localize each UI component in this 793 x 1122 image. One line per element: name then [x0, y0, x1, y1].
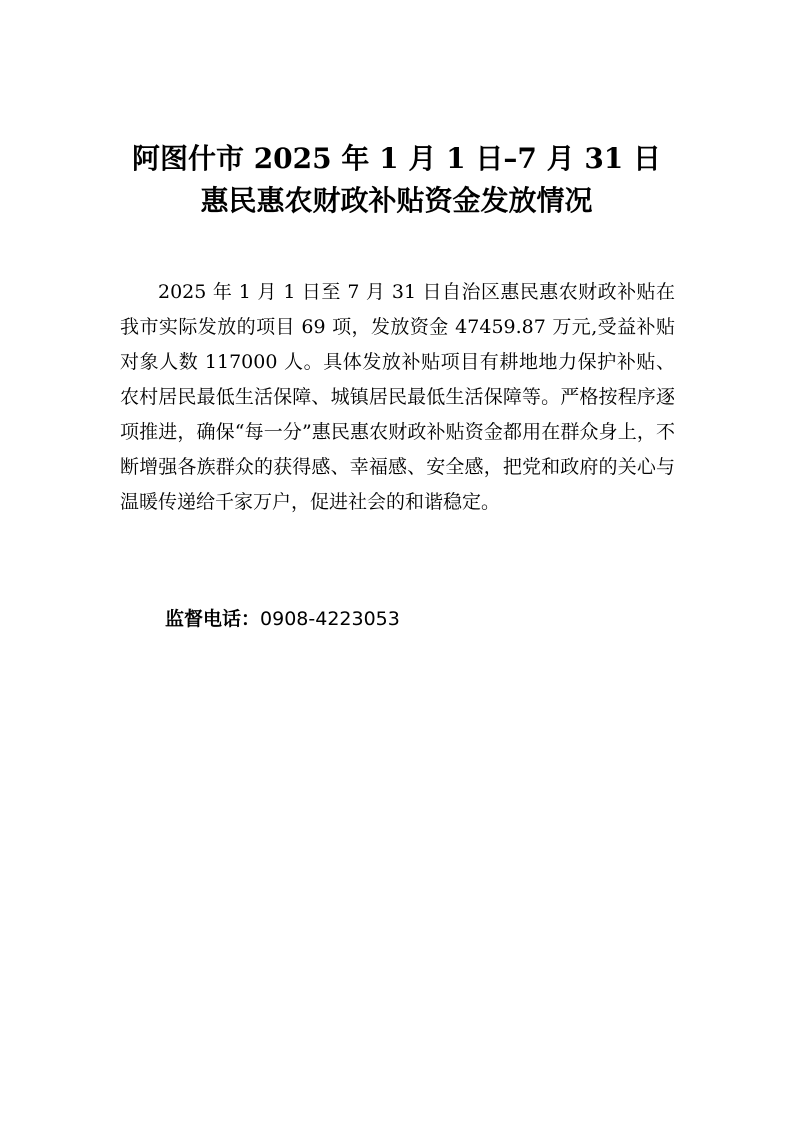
title-line-1: 阿图什市 2025 年 1 月 1 日–7 月 31 日	[131, 142, 662, 175]
supervision-phone	[165, 602, 400, 637]
title-line-2: 惠民惠农财政补贴资金发放情况	[200, 184, 593, 217]
body-paragraph: 2025 年 1 月 1 日至 7 月 31 日自治区惠民惠农财政补贴在我市实际发放的项目 69 项，发放资金 47459.87 万元,受益补贴对象人数 117000 人。具体发放补贴项目有耕地地力保护补贴、农村居民最低生活保障、城镇居民最低生活保障等。严格按程序逐项推进，确保“每一分”惠民惠农财政补贴资金都用在群众身上，不断增强各族群众的获得感、幸福感、安全感，把党和政府的关心与温暖传递给千家万户，促进社会的和谐稳定。	[120, 281, 675, 513]
document-title	[0, 138, 793, 222]
supervision-phone-number: 0908-4223053	[260, 608, 400, 630]
supervision-phone-label: 监督电话：	[165, 608, 261, 630]
